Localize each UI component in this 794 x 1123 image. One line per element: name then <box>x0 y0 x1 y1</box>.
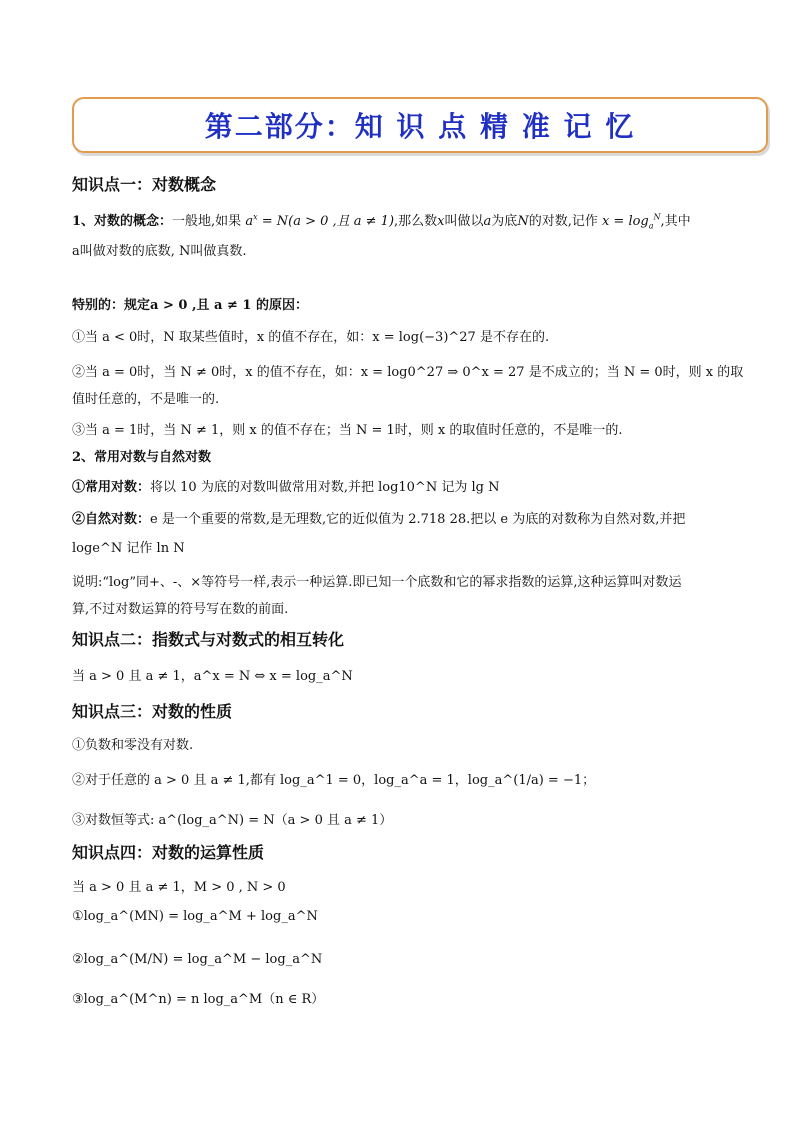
subsection-heading-2: 2、常用对数与自然对数 <box>72 450 212 465</box>
page-title: 第二部分：知 识 点 精 准 记 忆 <box>204 110 636 143</box>
definition-text-e: 的对数,记作 <box>528 214 598 229</box>
title-banner <box>72 97 768 153</box>
definition-text-a: 一般地,如果 <box>172 214 242 229</box>
var-x: x <box>437 214 445 229</box>
section-heading-2: 知识点二：指数式与对数式的相互转化 <box>72 630 345 649</box>
common-log-text: 将以 10 为底的对数叫做常用对数,并把 log10^N 记为 lg N <box>150 480 500 495</box>
natural-log-text: e 是一个重要的常数,是无理数,它的近似值为 2.718 28.把以 e 为底的对数称为自然对数,并把 <box>150 512 686 527</box>
operation-condition: 当 a > 0 且 a ≠ 1，M > 0 , N > 0 <box>72 880 286 895</box>
case-2-line-2: 值时任意的，不是唯一的. <box>72 392 220 407</box>
special-label: 特别的：规定 <box>72 298 151 313</box>
section-heading-3: 知识点三：对数的性质 <box>72 702 233 721</box>
conversion-line: 当 a > 0 且 a ≠ 1，a^x = N ⇔ x = log_a^N <box>72 669 353 684</box>
property-1: ①负数和零没有对数. <box>72 738 194 753</box>
case-3: ③当 a = 1时，当 N ≠ 1，则 x 的值不存在；当 N = 1时，则 x 的取值时任意的，不是唯一的. <box>72 423 623 438</box>
case-1: ①当 a < 0时，N 取某些值时，x 的值不存在，如：x = log(−3)^27 是不存在的. <box>72 330 550 345</box>
natural-log-label: ②自然对数： <box>72 512 151 527</box>
definition-text-d: 为底 <box>491 214 518 229</box>
case-2-line-1: ②当 a = 0时，当 N ≠ 0时，x 的值不存在，如：x = log0^27 ⇒ 0^x = 27 是不成立的；当 N = 0时，则 x 的取 <box>72 365 744 380</box>
operation-rule-2: ②log_a^(M/N) = log_a^M − log_a^N <box>72 952 323 967</box>
definition-text-b: ,那么数 <box>394 214 438 229</box>
property-2: ②对于任意的 a > 0 且 a ≠ 1,都有 log_a^1 = 0，log_a^a = 1，log_a^(1/a) = −1； <box>72 773 596 788</box>
section-heading-1: 知识点一：对数概念 <box>72 175 217 194</box>
operation-rule-3: ③log_a^(M^n) = n log_a^M（n ∈ R） <box>72 992 325 1007</box>
operation-rule-1: ①log_a^(MN) = log_a^M + log_a^N <box>72 909 318 924</box>
definition-condition: $a^x = N(a > 0$ ,且 a ≠ 1) <box>241 212 395 229</box>
property-3: ③对数恒等式: a^(log_a^N) = N（a > 0 且 a ≠ 1） <box>72 813 393 828</box>
natural-log-line-1 <box>72 511 685 529</box>
definition-formula: $x = \log_a^N$ <box>597 212 661 231</box>
natural-log-line-2: loge^N 记作 ln N <box>72 541 185 556</box>
special-text: a > 0 ,且 a ≠ 1 的原因： <box>150 298 308 313</box>
note-line-1: 说明:“log”同+、-、×等符号一样,表示一种运算.即已知一个底数和它的幂求指数的运算,这种运算叫对数运 <box>72 575 682 590</box>
definition-label: 1、对数的概念： <box>72 214 173 229</box>
special-heading <box>72 297 308 315</box>
common-log-line <box>72 479 499 497</box>
definition-text-c: 叫做以 <box>444 214 484 229</box>
note-line-2: 算,不过对数运算的符号写在数的前面. <box>72 602 289 617</box>
section-heading-4: 知识点四：对数的运算性质 <box>72 843 265 862</box>
definition-text-f: ,其中 <box>660 214 691 229</box>
var-a: a <box>483 214 492 229</box>
definition-line-1 <box>72 213 691 231</box>
definition-line-2: a叫做对数的底数, N叫做真数. <box>72 244 247 259</box>
var-N: N <box>517 214 529 229</box>
common-log-label: ①常用对数： <box>72 480 151 495</box>
